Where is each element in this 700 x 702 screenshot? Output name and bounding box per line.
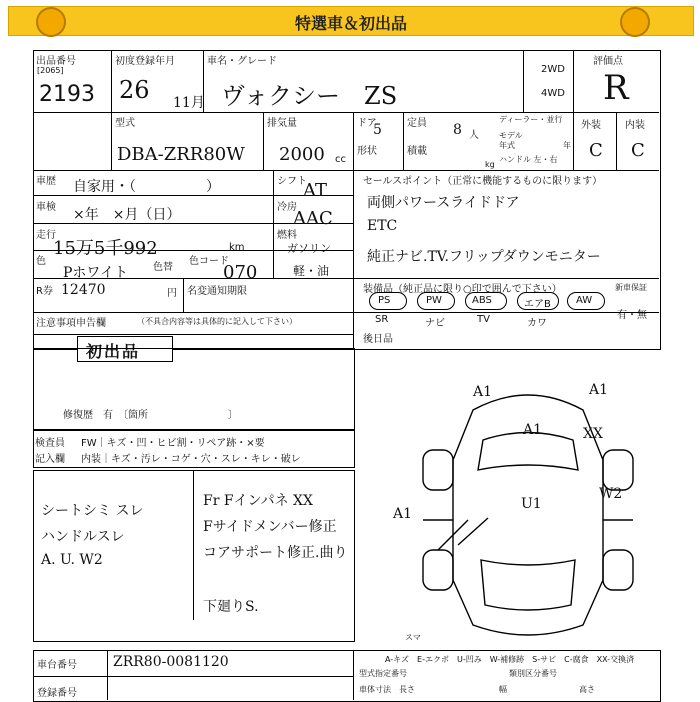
color-code: 070 xyxy=(223,262,258,283)
dealer-year-unit: 年 xyxy=(563,141,571,150)
fuel-gasoline: ガソリン xyxy=(287,242,331,255)
remark-right-4: 下廻りS. xyxy=(203,599,259,615)
lot-number: 2193 xyxy=(39,82,95,107)
inspector-interior-row: 内装｜キズ・汚レ・コゲ・穴・スレ・キレ・破レ xyxy=(81,454,301,465)
inspection-label: 車検 xyxy=(36,202,56,213)
diagram-mark-7: A1 xyxy=(393,506,413,522)
aircon-label: 冷房 xyxy=(277,202,297,213)
shift-label: シフト xyxy=(277,176,307,187)
remark-right-2: Fサイドメンバー修正 xyxy=(203,519,337,535)
auction-sheet xyxy=(33,50,660,700)
fuel-label: 燃料 xyxy=(277,230,297,241)
color-code-label: 色コード xyxy=(189,256,229,267)
fuel-light-oil: 軽・油 xyxy=(293,264,330,278)
banner-title: 特選車＆初出品 xyxy=(294,14,407,33)
mileage-label: 走行 xyxy=(36,230,56,241)
diagram-mark-3: A1 xyxy=(523,422,543,438)
remark-right-1: Fr Fインパネ XX xyxy=(203,493,313,509)
dealer-handle: ハンドル 左・右 xyxy=(499,155,558,164)
inspector-label-1: 検査員 xyxy=(35,438,65,449)
selling-points-label: セールスポイント（正常に機能するものに限ります） xyxy=(363,176,603,187)
drive-2wd: 2WD xyxy=(541,64,565,75)
capacity-label: 定員 xyxy=(407,118,427,129)
score-value: R xyxy=(603,68,629,108)
selling-point-2: ETC xyxy=(367,218,398,234)
model-label: 車名・グレード xyxy=(207,56,277,67)
category-number-label: 類別区分番号 xyxy=(509,669,557,678)
drive-4wd: 4WD xyxy=(541,88,565,99)
usage-label: 車歴 xyxy=(36,176,56,187)
color-change-label: 色替 xyxy=(153,262,173,273)
diagram-mark-2: A1 xyxy=(589,382,609,398)
reg-no-label: 登録番号 xyxy=(37,688,77,699)
width-label: 幅 xyxy=(499,685,507,694)
doors-label: ドア xyxy=(357,118,377,129)
chassis-label: 車台番号 xyxy=(37,660,77,671)
equipment-label: 装備品（純正品に限り○印で囲んで下さい） xyxy=(363,284,562,295)
inspector-fw-row: FW｜キズ・凹・ヒビ割・リペア跡・×要 xyxy=(81,438,265,449)
height-label: 高さ xyxy=(579,685,595,694)
notes-stamp: 初出品 xyxy=(77,336,173,362)
equip-abs: ABS xyxy=(465,292,507,310)
remark-left-2: ハンドルスレ xyxy=(41,529,125,545)
dealer-year: 年式 xyxy=(499,141,515,150)
equip-airbag: エアB xyxy=(517,292,559,310)
inspector-label-2: 記入欄 xyxy=(35,454,65,465)
exterior-value: C xyxy=(589,140,603,161)
registration-label: 初度登録年月 xyxy=(115,56,175,67)
aircon-value: AAC xyxy=(293,208,333,229)
capacity-unit: 人 xyxy=(469,130,479,141)
selling-point-1: 両側パワースライドドア xyxy=(367,195,520,211)
equip-leather: カワ xyxy=(527,318,547,329)
chassis-number: ZRR80-0081120 xyxy=(113,654,229,670)
mascot-right-icon xyxy=(620,7,650,37)
color-label: 色 xyxy=(36,256,46,267)
damage-legend: A-キズ E-エクボ U-凹み W-補修跡 S-サビ C-腐食 XX-交換済 xyxy=(385,655,635,664)
inspection-value: ×年 ×月（日） xyxy=(73,207,181,223)
remark-left-1: シートシミ スレ xyxy=(41,503,144,519)
shift-value: AT xyxy=(303,180,328,201)
type-label: 型式 xyxy=(115,118,135,129)
recycle-label: R券 xyxy=(36,286,53,297)
recycle-value: 12470 xyxy=(61,282,106,298)
type-designation-label: 型式指定番号 xyxy=(359,669,407,678)
length-label: 長さ xyxy=(399,685,415,694)
mascot-left-icon xyxy=(36,7,66,37)
load-label: 積載 xyxy=(407,146,427,157)
remark-left-3: A. U. W2 xyxy=(41,552,103,568)
body-size-label: 車体寸法 xyxy=(359,685,391,694)
capacity-value: 8 xyxy=(453,122,462,138)
new-car-warranty-value: 有・無 xyxy=(617,310,647,321)
type-value: DBA-ZRR80W xyxy=(117,144,245,165)
load-unit: kg xyxy=(485,160,495,169)
displacement-label: 排気量 xyxy=(267,118,297,129)
remark-right-3: コアサポート修正.曲り xyxy=(203,545,348,561)
car-damage-diagram xyxy=(403,380,653,650)
interior-label: 内装 xyxy=(625,120,645,131)
lot-label: 出品番号 xyxy=(36,56,76,67)
diagram-mark-5: U1 xyxy=(521,496,542,512)
diagram-mark-6: W2 xyxy=(599,486,623,502)
equip-aw: AW xyxy=(567,292,605,310)
equip-tv: TV xyxy=(477,314,490,325)
shape-label: 形状 xyxy=(357,146,377,157)
notes-sub: （不具合内容等は具体的に記入して下さい） xyxy=(137,317,297,326)
registration-year: 26 xyxy=(119,76,150,104)
exterior-label: 外装 xyxy=(581,120,601,131)
score-label: 評価点 xyxy=(593,56,623,67)
interior-value: C xyxy=(631,140,645,161)
model-value: ヴォクシー ZS xyxy=(221,82,398,110)
diagram-mark-4: XX xyxy=(583,426,603,442)
dealer-model: モデル xyxy=(499,131,523,140)
lot-sub: [2065] xyxy=(37,66,64,75)
repair-history: 修復歴 有 〔箇所 〕 xyxy=(63,410,238,421)
selling-point-3: 純正ナビ.TV.フリップダウンモニター xyxy=(367,249,601,265)
displacement-unit: cc xyxy=(335,154,346,165)
displacement-value: 2000 xyxy=(279,144,325,165)
after-items-label: 後日品 xyxy=(363,334,393,345)
equip-ps: PS xyxy=(369,292,407,310)
equip-pw: PW xyxy=(417,292,455,310)
name-change-label: 名変通知期限 xyxy=(187,286,247,297)
mileage-value: 15万5千992 xyxy=(53,238,158,259)
dealer-type: ディーラー・並行 xyxy=(499,115,563,124)
header-banner xyxy=(8,6,694,36)
recycle-unit: 円 xyxy=(167,288,177,299)
equip-sr: SR xyxy=(375,314,389,325)
new-car-warranty-label: 新車保証 xyxy=(615,283,647,292)
color-value: Pホワイト xyxy=(63,265,128,281)
diagram-mark-1: A1 xyxy=(473,384,493,400)
equip-navi: ナビ xyxy=(425,318,445,329)
notes-label: 注意事項申告欄 xyxy=(36,318,106,329)
registration-month: 11月 xyxy=(173,95,205,111)
doors-value: 5 xyxy=(373,122,382,138)
usage-value: 自家用・（ ） xyxy=(73,179,220,195)
mileage-unit: km xyxy=(229,242,245,253)
diagram-mirror-label: スマ xyxy=(405,633,421,642)
